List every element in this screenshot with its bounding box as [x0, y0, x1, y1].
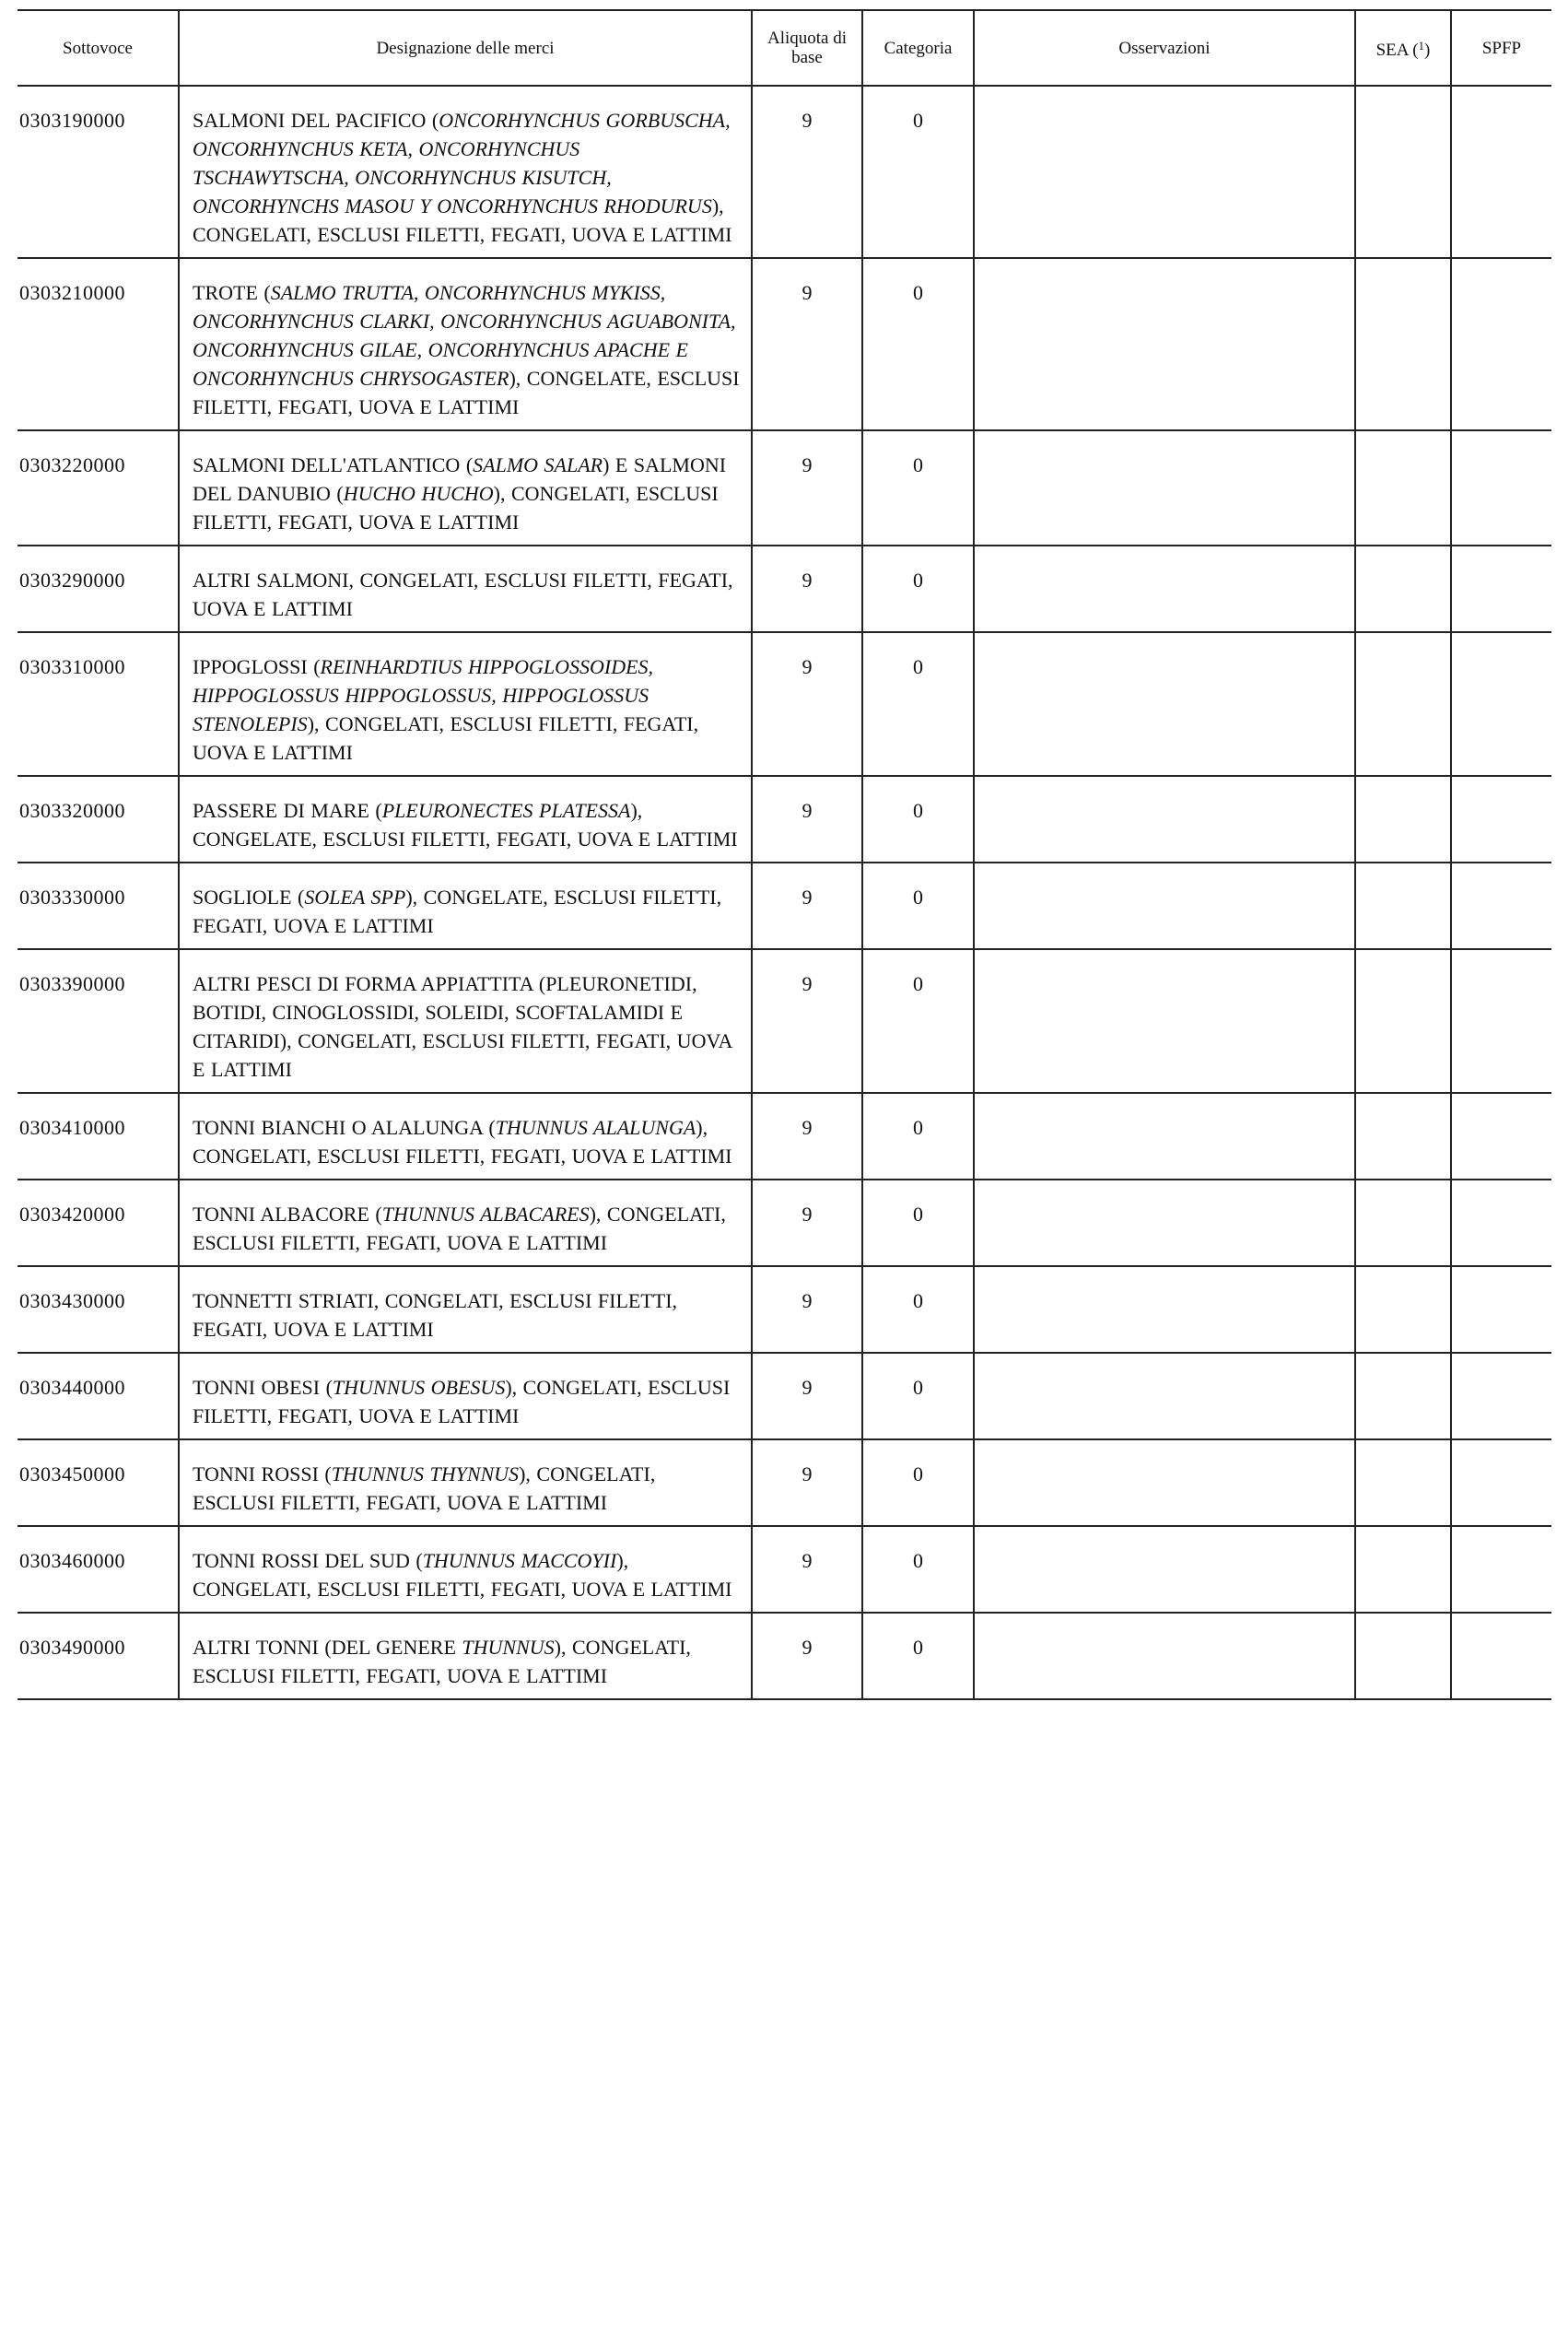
cell-spfp: [1451, 86, 1551, 258]
description-text: ALTRI SALMONI, CONGELATI, ESCLUSI FILETTI, FEGATI, UOVA E LATTIMI: [193, 569, 733, 620]
cell-categoria: 0: [862, 1353, 974, 1439]
description-text: IPPOGLOSSI (: [193, 655, 321, 678]
species-name: THUNNUS THYNNUS: [331, 1462, 520, 1485]
header-aliquota: [752, 10, 862, 86]
description-text: SOGLIOLE (: [193, 886, 305, 909]
cell-osservazioni: [974, 86, 1355, 258]
cell-sea: [1355, 1093, 1451, 1180]
cell-osservazioni: [974, 1093, 1355, 1180]
cell-categoria: 0: [862, 1093, 974, 1180]
cell-designazione: [179, 1613, 752, 1699]
cell-osservazioni: [974, 863, 1355, 949]
table-row: [18, 430, 1551, 546]
cell-sottovoce: 0303220000: [18, 430, 179, 546]
cell-categoria: 0: [862, 1526, 974, 1613]
table-row: [18, 776, 1551, 863]
description-text: ), CONGELATE, ESCLUSI FILETTI, FEGATI, UOVA E LATTIMI: [193, 886, 722, 937]
cell-sottovoce: 0303410000: [18, 1093, 179, 1180]
cell-sottovoce: 0303450000: [18, 1439, 179, 1526]
cell-spfp: [1451, 1353, 1551, 1439]
cell-designazione: [179, 863, 752, 949]
cell-sea: [1355, 546, 1451, 632]
cell-sottovoce: 0303320000: [18, 776, 179, 863]
tariff-document: [18, 9, 1551, 1700]
table-row: [18, 258, 1551, 430]
cell-sottovoce: 0303330000: [18, 863, 179, 949]
cell-sottovoce: 0303460000: [18, 1526, 179, 1613]
header-sottovoce: Sottovoce: [18, 10, 179, 86]
description-text: TONNI ROSSI DEL SUD (: [193, 1549, 423, 1572]
cell-categoria: 0: [862, 776, 974, 863]
description-text: ), CONGELATE, ESCLUSI FILETTI, FEGATI, UOVA E LATTIMI: [193, 799, 738, 851]
cell-spfp: [1451, 1439, 1551, 1526]
cell-sea: [1355, 1353, 1451, 1439]
table-row: [18, 1526, 1551, 1613]
cell-aliquota: 9: [752, 1526, 862, 1613]
description-text: TONNI ROSSI (: [193, 1462, 332, 1485]
cell-sea: [1355, 863, 1451, 949]
cell-aliquota: 9: [752, 1266, 862, 1353]
header-sea-close: ): [1424, 41, 1431, 60]
cell-spfp: [1451, 1526, 1551, 1613]
description-text: TONNI ALBACORE (: [193, 1203, 382, 1226]
description-text: ), CONGELATI, ESCLUSI FILETTI, FEGATI, UOVA E LATTIMI: [193, 1376, 731, 1427]
cell-categoria: 0: [862, 546, 974, 632]
cell-sottovoce: 0303290000: [18, 546, 179, 632]
description-text: ), CONGELATI, ESCLUSI FILETTI, FEGATI, UOVA E LATTIMI: [193, 1549, 732, 1601]
cell-aliquota: 9: [752, 1093, 862, 1180]
description-text: ), CONGELATI, ESCLUSI FILETTI, FEGATI, UOVA E LATTIMI: [193, 482, 719, 534]
description-text: ), CONGELATI, ESCLUSI FILETTI, FEGATI, UOVA E LATTIMI: [193, 1116, 732, 1168]
table-row: [18, 86, 1551, 258]
cell-osservazioni: [974, 1439, 1355, 1526]
header-sea: [1355, 10, 1451, 86]
species-name: SOLEA SPP: [304, 886, 406, 909]
cell-designazione: [179, 430, 752, 546]
cell-spfp: [1451, 1093, 1551, 1180]
cell-osservazioni: [974, 949, 1355, 1093]
cell-sottovoce: 0303190000: [18, 86, 179, 258]
cell-osservazioni: [974, 1526, 1355, 1613]
table-row: [18, 1180, 1551, 1266]
cell-designazione: [179, 776, 752, 863]
cell-categoria: 0: [862, 863, 974, 949]
cell-sea: [1355, 86, 1451, 258]
cell-categoria: 0: [862, 258, 974, 430]
table-body: [18, 86, 1551, 1699]
table-row: [18, 546, 1551, 632]
species-name: THUNNUS MACCOYII: [422, 1549, 617, 1572]
cell-sea: [1355, 1526, 1451, 1613]
table-row: [18, 1353, 1551, 1439]
cell-aliquota: 9: [752, 1353, 862, 1439]
cell-spfp: [1451, 1180, 1551, 1266]
description-text: ), CONGELATI, ESCLUSI FILETTI, FEGATI, UOVA E LATTIMI: [193, 712, 699, 764]
table-header: [18, 10, 1551, 86]
cell-categoria: 0: [862, 86, 974, 258]
cell-aliquota: 9: [752, 258, 862, 430]
species-name: ONCORHYNCHUS GORBUSCHA, ONCORHYNCHUS KETA, ONCORHYNCHUS TSCHAWYTSCHA, ONCORHYNCHUS KISUTCH, ONCORHYNCHS MASOU Y ONCORHYNCHUS RHODURUS: [193, 109, 731, 217]
cell-categoria: 0: [862, 430, 974, 546]
cell-spfp: [1451, 949, 1551, 1093]
header-designazione: Designazione delle merci: [179, 10, 752, 86]
cell-sottovoce: 0303490000: [18, 1613, 179, 1699]
cell-sottovoce: 0303210000: [18, 258, 179, 430]
table-row: [18, 1266, 1551, 1353]
cell-aliquota: 9: [752, 632, 862, 776]
description-text: PASSERE DI MARE (: [193, 799, 382, 822]
cell-aliquota: 9: [752, 1439, 862, 1526]
description-text: TONNETTI STRIATI, CONGELATI, ESCLUSI FILETTI, FEGATI, UOVA E LATTIMI: [193, 1289, 678, 1341]
cell-osservazioni: [974, 1266, 1355, 1353]
cell-sottovoce: 0303420000: [18, 1180, 179, 1266]
description-text: ), CONGELATI, ESCLUSI FILETTI, FEGATI, UOVA E LATTIMI: [193, 1636, 691, 1687]
description-text: TONNI OBESI (: [193, 1376, 333, 1399]
cell-categoria: 0: [862, 1266, 974, 1353]
cell-sottovoce: 0303310000: [18, 632, 179, 776]
species-name: PLEURONECTES PLATESSA: [381, 799, 631, 822]
species-name: HUCHO HUCHO: [343, 482, 494, 505]
cell-sea: [1355, 776, 1451, 863]
cell-categoria: 0: [862, 1613, 974, 1699]
cell-spfp: [1451, 1266, 1551, 1353]
cell-aliquota: 9: [752, 949, 862, 1093]
cell-designazione: [179, 1180, 752, 1266]
description-text: TONNI BIANCHI O ALALUNGA (: [193, 1116, 496, 1139]
cell-aliquota: 9: [752, 776, 862, 863]
cell-aliquota: 9: [752, 430, 862, 546]
description-text: ), CONGELATI, ESCLUSI FILETTI, FEGATI, UOVA E LATTIMI: [193, 194, 732, 246]
cell-sottovoce: 0303390000: [18, 949, 179, 1093]
cell-spfp: [1451, 430, 1551, 546]
description-text: ALTRI TONNI (DEL GENERE: [193, 1636, 462, 1659]
cell-sea: [1355, 1180, 1451, 1266]
species-name: THUNNUS: [462, 1636, 555, 1659]
header-spfp: SPFP: [1451, 10, 1551, 86]
cell-sea: [1355, 949, 1451, 1093]
cell-designazione: [179, 258, 752, 430]
cell-spfp: [1451, 632, 1551, 776]
table-row: [18, 949, 1551, 1093]
description-text: ) E SALMONI DEL DANUBIO (: [193, 453, 727, 505]
description-text: TROTE (: [193, 281, 271, 304]
description-text: ALTRI PESCI DI FORMA APPIATTITA (PLEURONETIDI, BOTIDI, CINOGLOSSIDI, SOLEIDI, SCOFTALAMIDI E CITARIDI), CONGELATI, ESCLUSI FILETTI, FEGATI, UOVA E LATTIMI: [193, 972, 732, 1081]
table-row: [18, 1093, 1551, 1180]
cell-categoria: 0: [862, 1180, 974, 1266]
cell-spfp: [1451, 546, 1551, 632]
cell-spfp: [1451, 258, 1551, 430]
cell-designazione: [179, 1266, 752, 1353]
cell-sea: [1355, 258, 1451, 430]
cell-sea: [1355, 1613, 1451, 1699]
cell-osservazioni: [974, 1613, 1355, 1699]
cell-aliquota: 9: [752, 863, 862, 949]
cell-osservazioni: [974, 1353, 1355, 1439]
cell-sottovoce: 0303440000: [18, 1353, 179, 1439]
species-name: SALMO SALAR: [473, 453, 603, 476]
tariff-table: [18, 9, 1551, 1700]
cell-spfp: [1451, 776, 1551, 863]
species-name: THUNNUS OBESUS: [332, 1376, 506, 1399]
header-osservazioni: Osservazioni: [974, 10, 1355, 86]
cell-categoria: 0: [862, 1439, 974, 1526]
cell-designazione: [179, 546, 752, 632]
header-aliquota-line1: Aliquota di: [766, 29, 848, 48]
cell-spfp: [1451, 863, 1551, 949]
cell-designazione: [179, 1093, 752, 1180]
header-categoria: Categoria: [862, 10, 974, 86]
cell-sea: [1355, 1266, 1451, 1353]
species-name: THUNNUS ALALUNGA: [495, 1116, 696, 1139]
cell-aliquota: 9: [752, 1180, 862, 1266]
cell-designazione: [179, 86, 752, 258]
cell-osservazioni: [974, 1180, 1355, 1266]
description-text: SALMONI DEL PACIFICO (: [193, 109, 439, 132]
cell-aliquota: 9: [752, 546, 862, 632]
table-row: [18, 632, 1551, 776]
cell-sea: [1355, 632, 1451, 776]
cell-sea: [1355, 430, 1451, 546]
cell-categoria: 0: [862, 632, 974, 776]
cell-designazione: [179, 1353, 752, 1439]
header-sea-footnote: 1: [1418, 39, 1425, 53]
table-row: [18, 863, 1551, 949]
cell-osservazioni: [974, 776, 1355, 863]
cell-osservazioni: [974, 430, 1355, 546]
description-text: ), CONGELATI, ESCLUSI FILETTI, FEGATI, UOVA E LATTIMI: [193, 1203, 726, 1254]
table-row: [18, 1439, 1551, 1526]
cell-osservazioni: [974, 546, 1355, 632]
cell-aliquota: 9: [752, 1613, 862, 1699]
description-text: ), CONGELATE, ESCLUSI FILETTI, FEGATI, UOVA E LATTIMI: [193, 367, 740, 418]
cell-osservazioni: [974, 632, 1355, 776]
species-name: THUNNUS ALBACARES: [381, 1203, 590, 1226]
cell-osservazioni: [974, 258, 1355, 430]
cell-designazione: [179, 632, 752, 776]
species-name: REINHARDTIUS HIPPOGLOSSOIDES, HIPPOGLOSSUS HIPPOGLOSSUS, HIPPOGLOSSUS STENOLEPIS: [193, 655, 654, 735]
species-name: SALMO TRUTTA, ONCORHYNCHUS MYKISS, ONCORHYNCHUS CLARKI, ONCORHYNCHUS AGUABONITA, ONCORHYNCHUS GILAE, ONCORHYNCHUS APACHE E ONCORHYNCHUS CHRYSOGASTER: [193, 281, 736, 390]
cell-sottovoce: 0303430000: [18, 1266, 179, 1353]
cell-designazione: [179, 1439, 752, 1526]
description-text: ), CONGELATI, ESCLUSI FILETTI, FEGATI, UOVA E LATTIMI: [193, 1462, 656, 1514]
cell-aliquota: 9: [752, 86, 862, 258]
cell-spfp: [1451, 1613, 1551, 1699]
cell-sea: [1355, 1439, 1451, 1526]
header-aliquota-line2: base: [791, 48, 823, 67]
cell-designazione: [179, 1526, 752, 1613]
cell-categoria: 0: [862, 949, 974, 1093]
header-sea-label: SEA (: [1375, 41, 1419, 60]
description-text: SALMONI DELL'ATLANTICO (: [193, 453, 474, 476]
table-row: [18, 1613, 1551, 1699]
cell-designazione: [179, 949, 752, 1093]
